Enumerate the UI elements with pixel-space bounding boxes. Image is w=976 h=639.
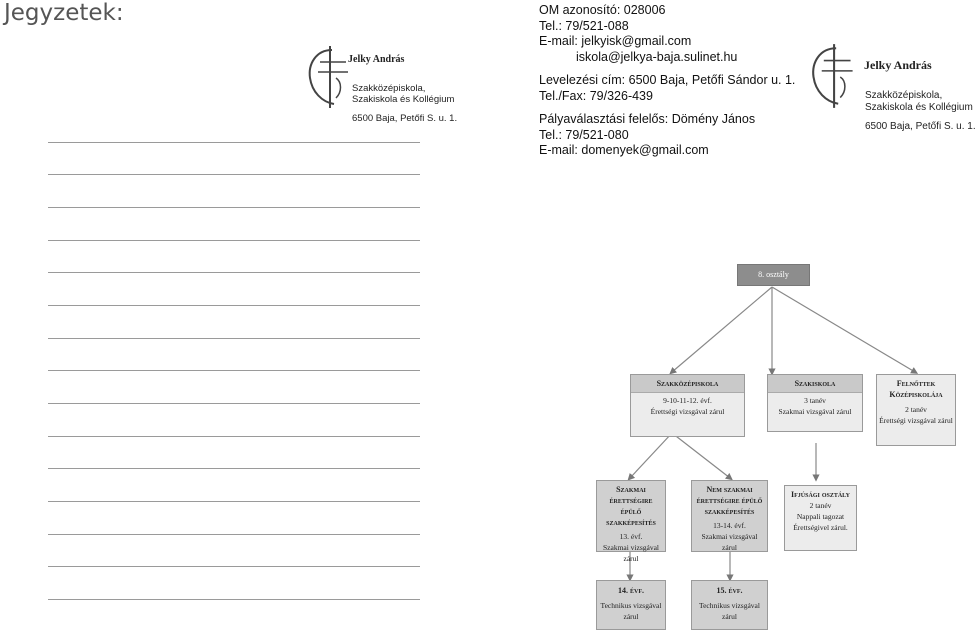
diagram-node-8th-grade: 8. osztály (737, 264, 810, 286)
diagram-node-evf14: 14. évf. Technikus vizsgával zárul (596, 580, 666, 630)
diagram-node-szakiskola: Szakiskola 3 tanév Szakmai vizsgával zárul (767, 374, 863, 432)
logo-line1: Szakközépiskola, (352, 83, 426, 94)
contact-block (539, 3, 795, 159)
note-line (48, 468, 420, 469)
note-line (48, 207, 420, 208)
note-line (48, 436, 420, 437)
officer-email[interactable]: E-mail: domenyek@gmail.com (539, 143, 709, 157)
diagram-node-felnott: Felnőttek Középiskolája 2 tanév Érettségi vizsgával zárul (876, 374, 956, 446)
logo-emblem-icon (800, 40, 862, 112)
notes-title: Jegyzetek: (4, 0, 124, 26)
logo-emblem-icon (302, 42, 352, 112)
note-line (48, 403, 420, 404)
logo-address: 6500 Baja, Petőfi S. u. 1. (865, 121, 976, 132)
logo-line2: Szakiskola és Kollégium (352, 94, 455, 105)
phone: Tel.: 79/521-088 (539, 18, 629, 33)
diagram-node-szakkozep: Szakközépiskola 9-10-11-12. évf. Érettségi vizsgával zárul (630, 374, 745, 437)
diagram-node-nemszakmai: Nem szakmai érettségire épülő szakképesítés 13-14. évf. Szakmai vizsgával zárul (691, 480, 768, 552)
logo-line2: Szakiskola és Kollégium (865, 102, 973, 113)
officer-phone: Tel.: 79/521-080 (539, 127, 629, 142)
note-line (48, 599, 420, 600)
diagram-node-ifjusagi: Ifjúsági osztály 2 tanév Nappali tagozat Érettségivel zárul. (784, 485, 857, 551)
note-line (48, 501, 420, 502)
note-line (48, 338, 420, 339)
note-line (48, 305, 420, 306)
note-line (48, 370, 420, 371)
note-line (48, 566, 420, 567)
school-logo-right (800, 40, 976, 135)
note-line (48, 240, 420, 241)
telfax: Tel./Fax: 79/326-439 (539, 88, 653, 103)
logo-line1: Szakközépiskola, (865, 90, 943, 101)
om-id: OM azonosító: 028006 (539, 3, 666, 17)
note-line (48, 142, 420, 143)
logo-name: Jelky András (864, 58, 932, 72)
email-secondary[interactable]: iskola@jelkya-baja.sulinet.hu (576, 49, 738, 64)
note-line (48, 534, 420, 535)
email[interactable]: E-mail: jelkyisk@gmail.com (539, 34, 692, 48)
diagram-node-evf15: 15. évf. Technikus vizsgával zárul (691, 580, 768, 630)
diagram-node-szakmai: Szakmai érettségire épülő szakképesítés 13. évf. Szakmai vizsgával zárul (596, 480, 666, 552)
note-line (48, 174, 420, 175)
postal-address: Levelezési cím: 6500 Baja, Petőfi Sándor u. 1. (539, 73, 796, 87)
note-line (48, 272, 420, 273)
school-logo-left (300, 40, 460, 130)
career-officer: Pályaválasztási felelős: Dömény János (539, 112, 756, 126)
logo-name: Jelky András (348, 54, 405, 65)
logo-address: 6500 Baja, Petőfi S. u. 1. (352, 113, 458, 124)
